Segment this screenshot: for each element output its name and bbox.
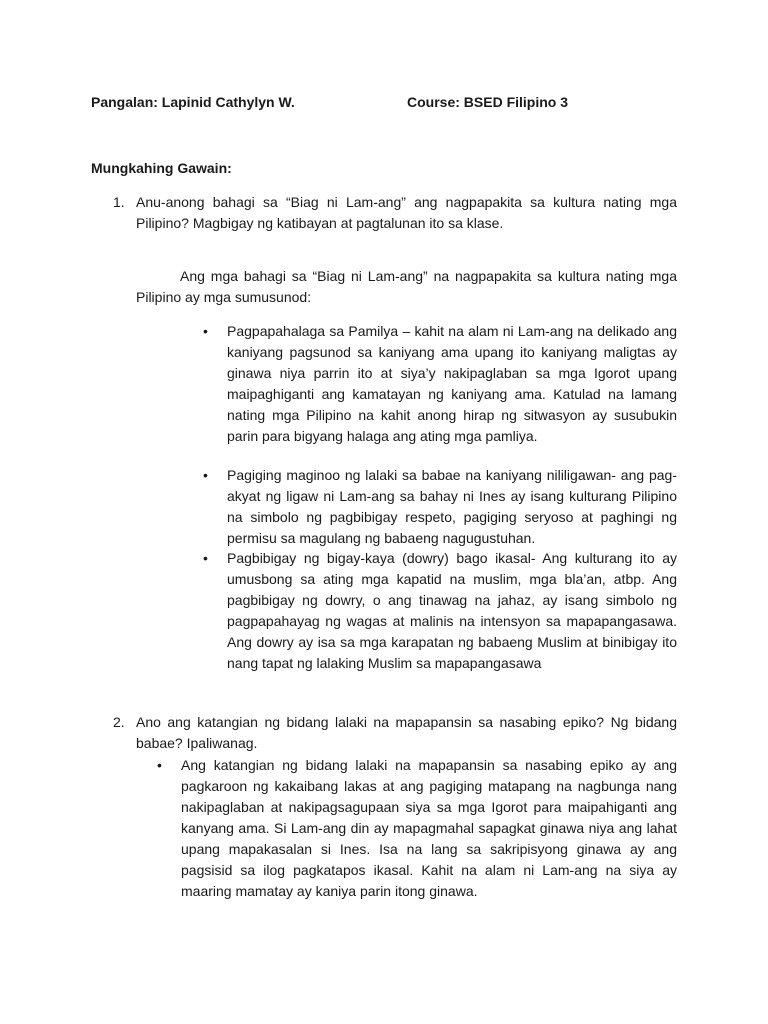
answer-1-bullet: [203, 548, 677, 674]
answer-2-bullet: [157, 755, 677, 902]
bullet-text: Pagiging maginoo ng lalaki sa babae na kaniyang nililigawan- ang pag-akyat ng ligaw ni Lam-ang sa bahay ni Ines ay isang kulturang Pilipino na simbolo ng pagbibigay respeto, pagiging seryoso at paghingi ng permisu sa magulang ng babaeng nagugustuhan.: [227, 467, 677, 546]
question-text: Anu-anong bahagi sa “Biag ni Lam-ang” ang nagpapakita sa kultura nating mga Pilipino? Magbigay ng katibayan at pagtalunan ito sa klase.: [136, 194, 677, 231]
answer-1-intro: Ang mga bahagi sa “Biag ni Lam-ang” na nagpapakita sa kultura nating mga Pilipino ay mga sumusunod:: [136, 268, 677, 305]
question-1: [113, 192, 677, 234]
bullet-text: Pagpapahalaga sa Pamilya – kahit na alam ni Lam-ang na delikado ang kaniyang pagsunod sa kaniyang ama upang ito kaniyang maligtas ay ginawa niya parrin ito at siya’y nakipaglaban sa mga Igorot upang maipaghiganti ang kamatayan ng kaniyang ama. Katulad na lamang nating mga Pilipino na kahit anong hirap ng sitwasyon ay susubukin parin para bigyang halaga ang ating mga pamliya.: [227, 323, 677, 444]
section-title: Mungkahing Gawain:: [91, 160, 232, 176]
answer-1-bullet: [203, 321, 677, 447]
student-name: Pangalan: Lapinid Cathylyn W.: [91, 94, 295, 110]
bullet-text: Ang katangian ng bidang lalaki na mapapansin sa nasabing epiko ay ang pagkaroon ng kakaibang lakas at ang pagiging matapang na nagbunga nang nakipaglaban at nakipagsagupaan siya sa mga Igorot para maipahiganti ang kanyang ama. Si Lam-ang din ay mapagmahal sapagkat ginawa niya ang lahat upang mapakasalan si Ines. Isa na lang sa sakripisyong ginawa ay ang pagsisid sa ilog pagkatapos ikasal. Kahit na alam ni Lam-ang na siya ay maaring mamatay ay kaniya parin itong ginawa.: [181, 757, 677, 899]
bullet-icon: •: [203, 550, 208, 566]
answer-1-bullet: [203, 465, 677, 549]
question-number: 1.: [113, 194, 125, 210]
question-text: Ano ang katangian ng bidang lalaki na mapapansin sa nasabing epiko? Ng bidang babae? Ipaliwanag.: [136, 714, 677, 751]
bullet-icon: •: [203, 467, 208, 483]
student-course: Course: BSED Filipino 3: [407, 94, 569, 110]
question-number: 2.: [113, 714, 125, 730]
bullet-icon: •: [203, 323, 208, 339]
bullet-icon: •: [157, 757, 162, 773]
bullet-text: Pagbibigay ng bigay-kaya (dowry) bago ikasal- Ang kulturang ito ay umusbong sa ating mga kapatid na muslim, mga bla’an, atbp. Ang pagbibigay ng dowry, o ang tinawag na jahaz, ay isang simbolo ng pagpapahayag ng wagas at malinis na intensyon sa mapapangasawa. Ang dowry ay isa sa mga karapatan ng babaeng Muslim at binibigay ito nang tapat ng lalaking Muslim sa mapapangasawa: [227, 550, 677, 671]
question-2: [113, 712, 677, 754]
